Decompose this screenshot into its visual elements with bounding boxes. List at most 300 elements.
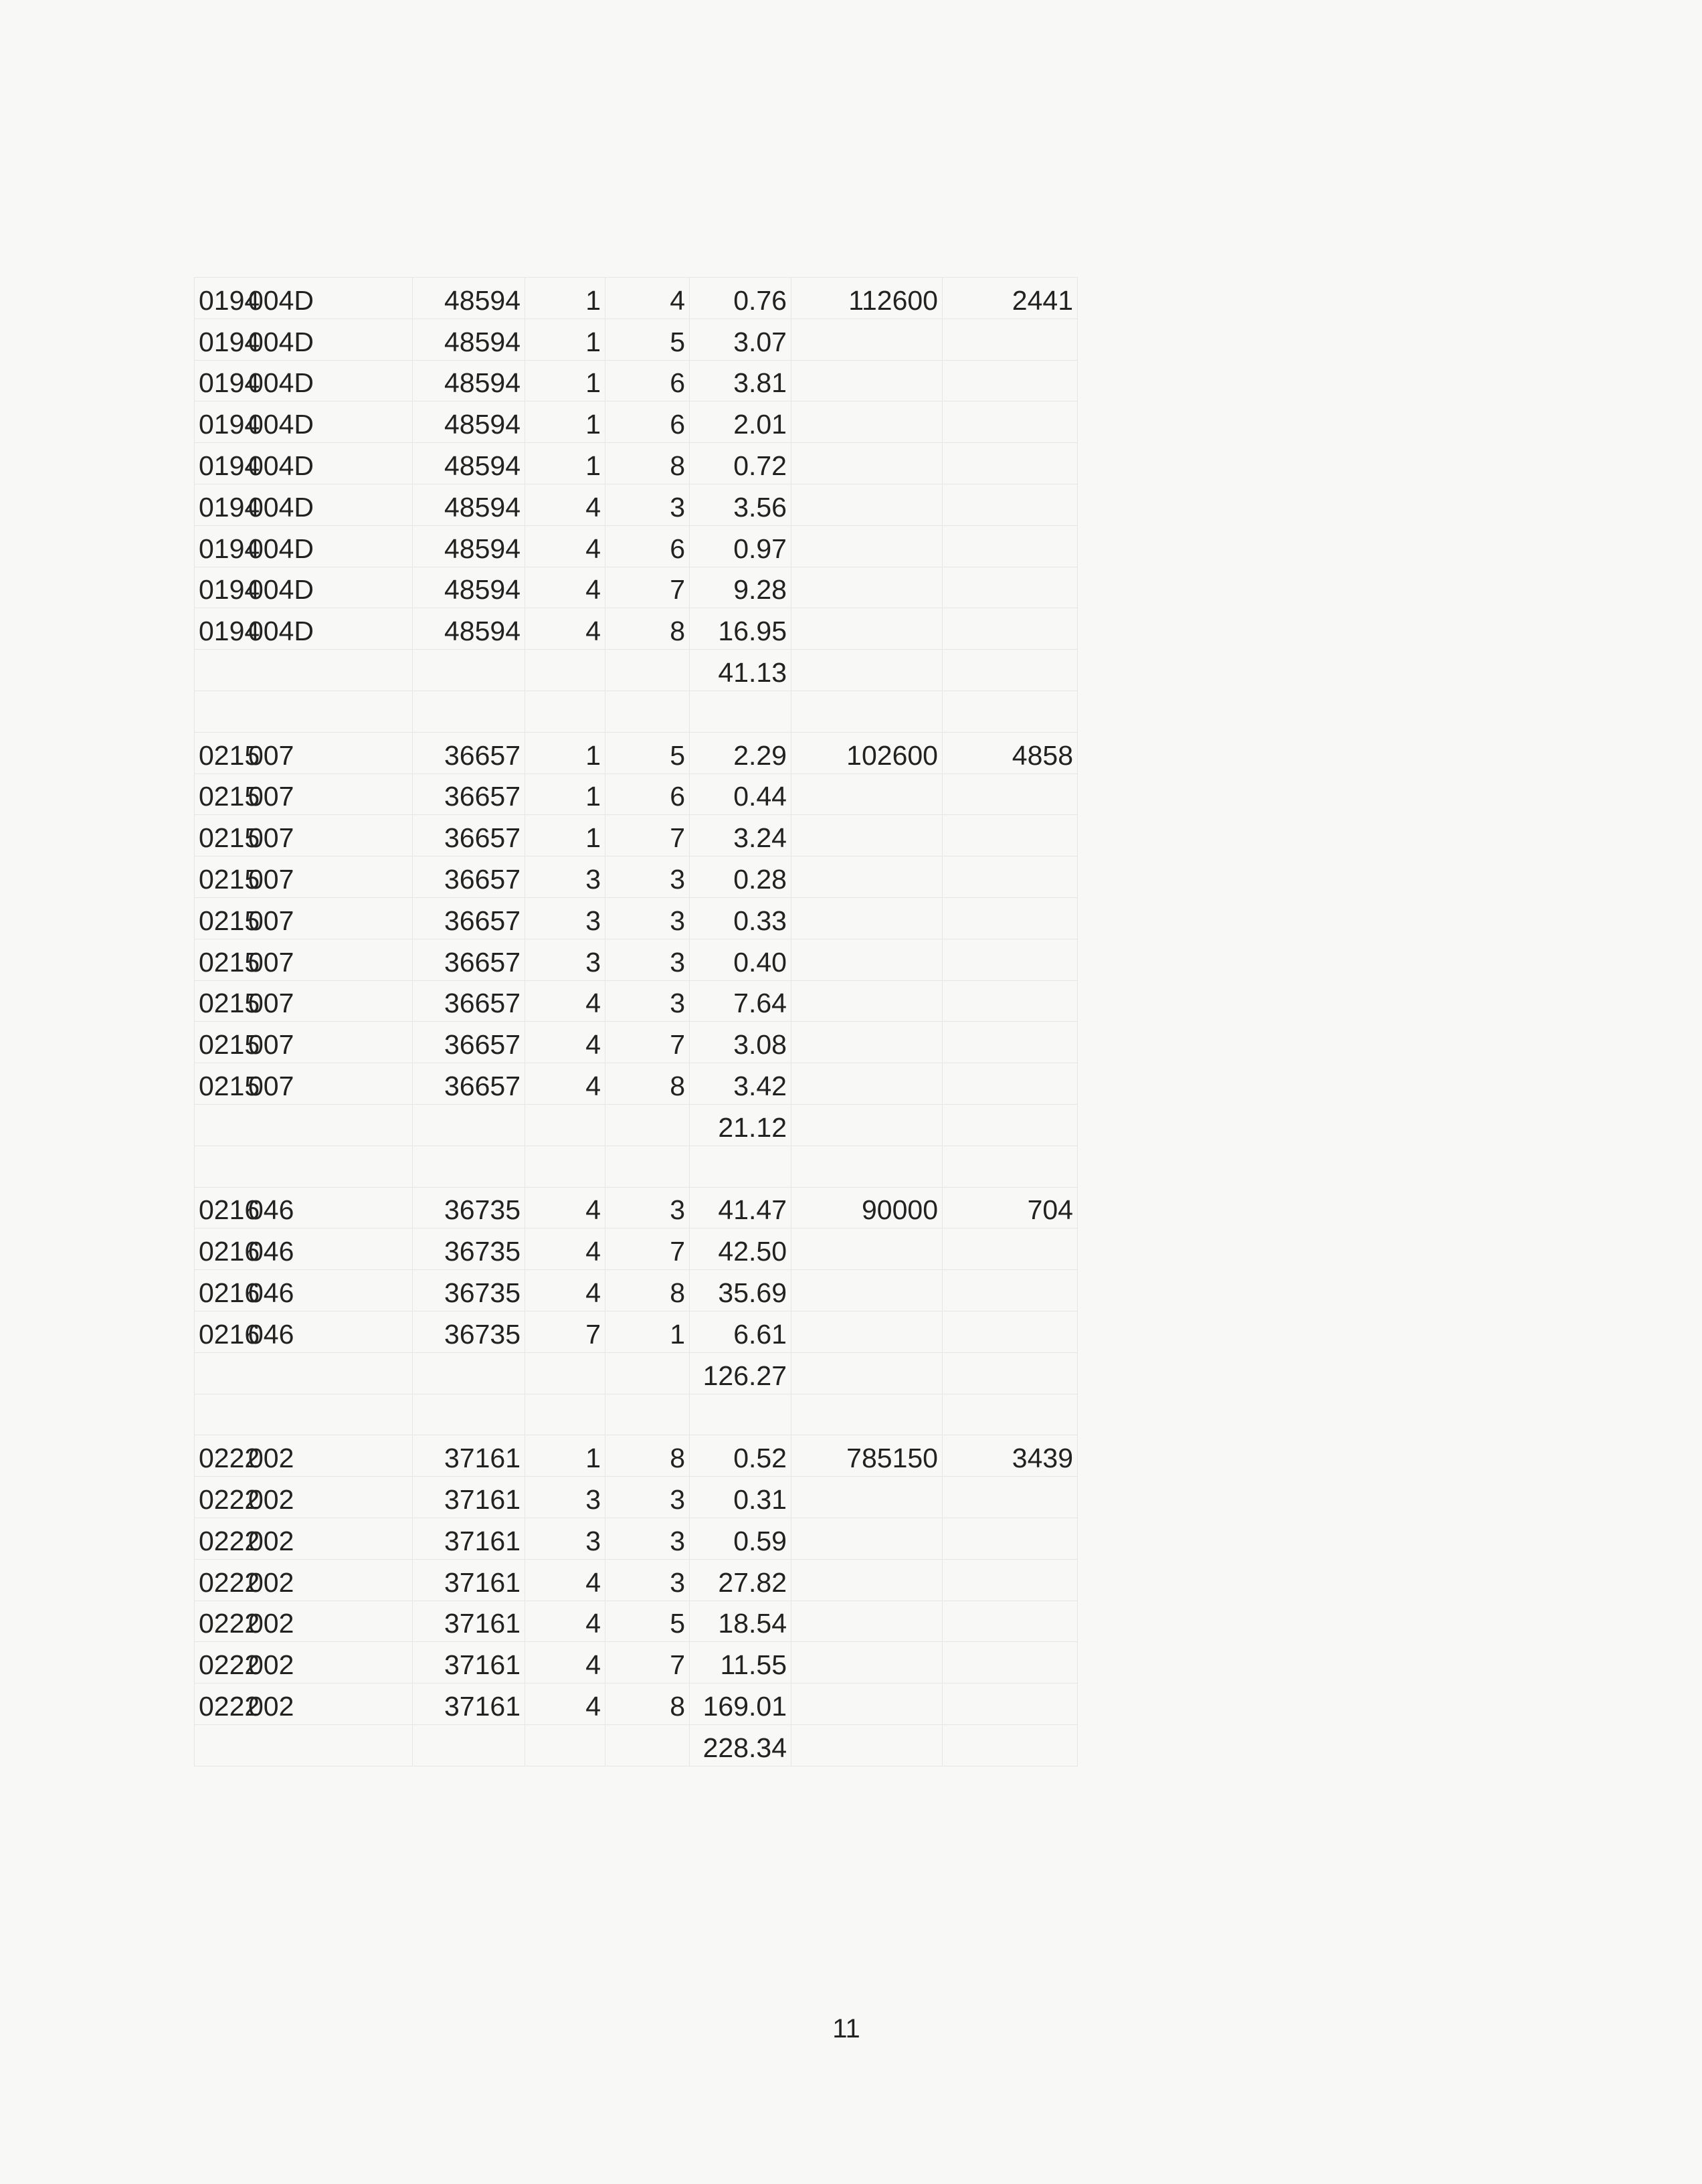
parcel-id-cell <box>195 1022 413 1063</box>
parcel-id-cell <box>195 360 413 401</box>
code-a-cell: 4 <box>525 1601 605 1642</box>
empty-cell <box>195 1104 413 1146</box>
parcel-id-cell <box>195 1518 413 1559</box>
code-b-cell: 6 <box>605 401 690 443</box>
empty-cell <box>943 1724 1078 1766</box>
empty-cell <box>525 1104 605 1146</box>
parcel-suffix: 007 <box>248 988 294 1019</box>
amount-cell: 16.95 <box>690 608 791 650</box>
table-row <box>195 484 1078 525</box>
account-cell: 36735 <box>413 1270 525 1311</box>
parcel-suffix: 007 <box>248 863 294 895</box>
value-cell: 90000 <box>791 1187 943 1228</box>
parcel-id-cell <box>195 318 413 360</box>
code-a-cell: 4 <box>525 608 605 650</box>
value-cell <box>791 1559 943 1601</box>
parcel-id-cell <box>195 1311 413 1352</box>
count-cell <box>943 608 1078 650</box>
code-a-cell: 4 <box>525 1559 605 1601</box>
parcel-suffix: 004D <box>248 409 314 440</box>
table-row <box>195 1435 1078 1477</box>
parcel-number: 0215 <box>199 781 260 812</box>
code-b-cell: 1 <box>605 1311 690 1352</box>
empty-cell <box>525 1146 605 1187</box>
value-cell <box>791 1228 943 1270</box>
empty-cell <box>943 1146 1078 1187</box>
parcel-id-cell <box>195 1435 413 1477</box>
parcel-number: 0216 <box>199 1277 260 1308</box>
empty-cell <box>605 650 690 691</box>
parcel-number: 0222 <box>199 1690 260 1722</box>
count-cell <box>943 1063 1078 1105</box>
amount-cell: 0.31 <box>690 1477 791 1518</box>
parcel-suffix: 007 <box>248 822 294 854</box>
account-cell: 48594 <box>413 401 525 443</box>
value-cell <box>791 484 943 525</box>
parcel-number: 0215 <box>199 863 260 895</box>
count-cell <box>943 1683 1078 1725</box>
subtotal-row <box>195 1104 1078 1146</box>
value-cell <box>791 608 943 650</box>
empty-cell <box>791 1146 943 1187</box>
parcel-suffix: 046 <box>248 1194 294 1226</box>
amount-cell: 3.81 <box>690 360 791 401</box>
subtotal-row <box>195 1352 1078 1394</box>
code-b-cell: 8 <box>605 1270 690 1311</box>
value-cell <box>791 1518 943 1559</box>
parcel-suffix: 004D <box>248 574 314 606</box>
parcel-id-cell <box>195 1063 413 1105</box>
value-cell <box>791 1601 943 1642</box>
amount-cell: 3.56 <box>690 484 791 525</box>
parcel-id-cell <box>195 980 413 1022</box>
table-row <box>195 1518 1078 1559</box>
code-b-cell: 5 <box>605 732 690 774</box>
amount-cell: 18.54 <box>690 1601 791 1642</box>
amount-cell: 0.72 <box>690 443 791 484</box>
parcel-suffix: 002 <box>248 1483 294 1515</box>
code-b-cell: 3 <box>605 897 690 939</box>
table-row <box>195 1601 1078 1642</box>
account-cell: 48594 <box>413 443 525 484</box>
count-cell <box>943 401 1078 443</box>
value-cell <box>791 318 943 360</box>
value-cell <box>791 1477 943 1518</box>
parcel-number: 0222 <box>199 1608 260 1639</box>
parcel-number: 0194 <box>199 450 260 481</box>
empty-cell <box>605 1724 690 1766</box>
subtotal-cell: 228.34 <box>690 1724 791 1766</box>
empty-cell <box>525 1352 605 1394</box>
value-cell <box>791 815 943 856</box>
code-a-cell: 4 <box>525 980 605 1022</box>
empty-cell <box>690 691 791 732</box>
code-b-cell: 6 <box>605 525 690 567</box>
count-cell <box>943 1477 1078 1518</box>
count-cell <box>943 1311 1078 1352</box>
account-cell: 37161 <box>413 1518 525 1559</box>
code-a-cell: 3 <box>525 856 605 898</box>
code-b-cell: 7 <box>605 567 690 608</box>
subtotal-cell: 41.13 <box>690 650 791 691</box>
count-cell <box>943 815 1078 856</box>
empty-cell <box>791 1724 943 1766</box>
code-a-cell: 4 <box>525 525 605 567</box>
subtotal-cell: 126.27 <box>690 1352 791 1394</box>
parcel-number: 0215 <box>199 905 260 936</box>
amount-cell: 6.61 <box>690 1311 791 1352</box>
empty-cell <box>525 1724 605 1766</box>
code-b-cell: 7 <box>605 1022 690 1063</box>
account-cell: 48594 <box>413 484 525 525</box>
code-b-cell: 6 <box>605 360 690 401</box>
amount-cell: 11.55 <box>690 1642 791 1683</box>
parcel-suffix: 002 <box>248 1443 294 1474</box>
amount-cell: 35.69 <box>690 1270 791 1311</box>
count-cell <box>943 360 1078 401</box>
code-b-cell: 4 <box>605 278 690 319</box>
parcel-number: 0216 <box>199 1318 260 1350</box>
code-a-cell: 7 <box>525 1311 605 1352</box>
parcel-number: 0194 <box>199 491 260 523</box>
account-cell: 37161 <box>413 1559 525 1601</box>
subtotal-row <box>195 650 1078 691</box>
parcel-suffix: 046 <box>248 1277 294 1308</box>
count-cell <box>943 1518 1078 1559</box>
parcel-number: 0216 <box>199 1236 260 1267</box>
parcel-suffix: 007 <box>248 1070 294 1101</box>
empty-cell <box>195 1146 413 1187</box>
amount-cell: 2.01 <box>690 401 791 443</box>
code-a-cell: 3 <box>525 897 605 939</box>
code-a-cell: 3 <box>525 939 605 980</box>
empty-cell <box>605 1104 690 1146</box>
amount-cell: 9.28 <box>690 567 791 608</box>
amount-cell: 3.08 <box>690 1022 791 1063</box>
parcel-id-cell <box>195 608 413 650</box>
code-a-cell: 4 <box>525 1270 605 1311</box>
empty-cell <box>943 1352 1078 1394</box>
amount-cell: 0.97 <box>690 525 791 567</box>
code-b-cell: 3 <box>605 1518 690 1559</box>
account-cell: 37161 <box>413 1477 525 1518</box>
parcel-id-cell <box>195 278 413 319</box>
empty-cell <box>413 650 525 691</box>
count-cell: 2441 <box>943 278 1078 319</box>
parcel-id-cell <box>195 484 413 525</box>
code-b-cell: 8 <box>605 1063 690 1105</box>
code-b-cell: 3 <box>605 484 690 525</box>
table-row <box>195 1642 1078 1683</box>
table-row <box>195 1187 1078 1228</box>
amount-cell: 0.52 <box>690 1435 791 1477</box>
subtotal-cell: 21.12 <box>690 1104 791 1146</box>
empty-cell <box>195 1724 413 1766</box>
parcel-id-cell <box>195 1228 413 1270</box>
account-cell: 48594 <box>413 360 525 401</box>
code-b-cell: 3 <box>605 1477 690 1518</box>
code-a-cell: 1 <box>525 732 605 774</box>
parcel-suffix: 046 <box>248 1318 294 1350</box>
spacer-row <box>195 691 1078 732</box>
parcel-number: 0194 <box>199 574 260 606</box>
empty-cell <box>791 691 943 732</box>
empty-cell <box>195 1352 413 1394</box>
code-b-cell: 8 <box>605 1435 690 1477</box>
parcel-suffix: 004D <box>248 326 314 357</box>
table-row <box>195 1311 1078 1352</box>
count-cell <box>943 1601 1078 1642</box>
parcel-number: 0194 <box>199 533 260 564</box>
code-b-cell: 3 <box>605 1187 690 1228</box>
count-cell <box>943 980 1078 1022</box>
amount-cell: 42.50 <box>690 1228 791 1270</box>
code-a-cell: 4 <box>525 1683 605 1725</box>
account-cell: 36657 <box>413 856 525 898</box>
parcel-id-cell <box>195 1187 413 1228</box>
code-b-cell: 3 <box>605 1559 690 1601</box>
empty-cell <box>525 1394 605 1435</box>
account-cell: 48594 <box>413 278 525 319</box>
code-b-cell: 6 <box>605 774 690 815</box>
empty-cell <box>943 1104 1078 1146</box>
code-a-cell: 4 <box>525 1063 605 1105</box>
empty-cell <box>943 650 1078 691</box>
amount-cell: 0.28 <box>690 856 791 898</box>
count-cell <box>943 856 1078 898</box>
table-row <box>195 774 1078 815</box>
parcel-id-cell <box>195 401 413 443</box>
spacer-row <box>195 1146 1078 1187</box>
amount-cell: 0.59 <box>690 1518 791 1559</box>
table-row <box>195 360 1078 401</box>
parcel-number: 0194 <box>199 284 260 316</box>
code-b-cell: 7 <box>605 1228 690 1270</box>
value-cell <box>791 567 943 608</box>
table-row <box>195 401 1078 443</box>
parcel-id-cell <box>195 774 413 815</box>
code-b-cell: 3 <box>605 980 690 1022</box>
code-a-cell: 3 <box>525 1518 605 1559</box>
table-row <box>195 1559 1078 1601</box>
amount-cell: 0.33 <box>690 897 791 939</box>
account-cell: 36657 <box>413 774 525 815</box>
code-a-cell: 1 <box>525 443 605 484</box>
table-row <box>195 1683 1078 1725</box>
code-a-cell: 1 <box>525 278 605 319</box>
empty-cell <box>413 1104 525 1146</box>
parcel-suffix: 007 <box>248 739 294 771</box>
count-cell: 3439 <box>943 1435 1078 1477</box>
parcel-number: 0216 <box>199 1194 260 1226</box>
table-row <box>195 567 1078 608</box>
table-row <box>195 856 1078 898</box>
code-b-cell: 7 <box>605 1642 690 1683</box>
count-cell: 4858 <box>943 732 1078 774</box>
empty-cell <box>791 1352 943 1394</box>
value-cell <box>791 360 943 401</box>
table-row <box>195 608 1078 650</box>
count-cell <box>943 484 1078 525</box>
count-cell <box>943 318 1078 360</box>
subtotal-row <box>195 1724 1078 1766</box>
account-cell: 37161 <box>413 1642 525 1683</box>
code-b-cell: 3 <box>605 939 690 980</box>
value-cell <box>791 401 943 443</box>
table-row <box>195 1228 1078 1270</box>
parcel-suffix: 004D <box>248 450 314 481</box>
count-cell <box>943 939 1078 980</box>
account-cell: 48594 <box>413 318 525 360</box>
code-b-cell: 7 <box>605 815 690 856</box>
count-cell <box>943 1559 1078 1601</box>
empty-cell <box>791 1394 943 1435</box>
count-cell <box>943 897 1078 939</box>
parcel-number: 0215 <box>199 1070 260 1101</box>
parcel-id-cell <box>195 567 413 608</box>
account-cell: 36657 <box>413 897 525 939</box>
code-a-cell: 4 <box>525 1187 605 1228</box>
table-row <box>195 980 1078 1022</box>
code-b-cell: 3 <box>605 856 690 898</box>
parcel-id-cell <box>195 815 413 856</box>
parcel-number: 0222 <box>199 1649 260 1681</box>
parcel-suffix: 002 <box>248 1690 294 1722</box>
count-cell <box>943 1022 1078 1063</box>
count-cell <box>943 1642 1078 1683</box>
value-cell <box>791 774 943 815</box>
parcel-number: 0222 <box>199 1525 260 1556</box>
table-row <box>195 443 1078 484</box>
value-cell <box>791 856 943 898</box>
table-row <box>195 1063 1078 1105</box>
account-cell: 37161 <box>413 1601 525 1642</box>
parcel-number: 0215 <box>199 1029 260 1061</box>
parcel-number: 0194 <box>199 409 260 440</box>
empty-cell <box>605 1146 690 1187</box>
empty-cell <box>525 650 605 691</box>
amount-cell: 27.82 <box>690 1559 791 1601</box>
code-a-cell: 1 <box>525 360 605 401</box>
amount-cell: 0.76 <box>690 278 791 319</box>
code-a-cell: 4 <box>525 1642 605 1683</box>
empty-cell <box>791 650 943 691</box>
count-cell <box>943 567 1078 608</box>
count-cell <box>943 443 1078 484</box>
count-cell <box>943 1270 1078 1311</box>
parcel-number: 0222 <box>199 1483 260 1515</box>
table-row <box>195 1477 1078 1518</box>
parcel-suffix: 002 <box>248 1525 294 1556</box>
parcel-suffix: 007 <box>248 946 294 978</box>
parcel-id-cell <box>195 1477 413 1518</box>
account-cell: 48594 <box>413 608 525 650</box>
account-cell: 36657 <box>413 732 525 774</box>
parcel-suffix: 004D <box>248 284 314 316</box>
account-cell: 36657 <box>413 980 525 1022</box>
code-a-cell: 1 <box>525 1435 605 1477</box>
code-a-cell: 4 <box>525 1228 605 1270</box>
parcel-number: 0194 <box>199 616 260 647</box>
empty-cell <box>690 1394 791 1435</box>
table-row <box>195 1270 1078 1311</box>
empty-cell <box>791 1104 943 1146</box>
amount-cell: 41.47 <box>690 1187 791 1228</box>
account-cell: 36735 <box>413 1311 525 1352</box>
empty-cell <box>605 1394 690 1435</box>
empty-cell <box>525 691 605 732</box>
count-cell <box>943 1228 1078 1270</box>
empty-cell <box>943 1394 1078 1435</box>
parcel-suffix: 002 <box>248 1608 294 1639</box>
account-cell: 37161 <box>413 1435 525 1477</box>
empty-cell <box>413 1394 525 1435</box>
code-b-cell: 8 <box>605 608 690 650</box>
parcel-suffix: 002 <box>248 1649 294 1681</box>
amount-cell: 2.29 <box>690 732 791 774</box>
parcel-id-cell <box>195 1601 413 1642</box>
parcel-suffix: 007 <box>248 1029 294 1061</box>
parcel-number: 0215 <box>199 988 260 1019</box>
value-cell <box>791 443 943 484</box>
table-row <box>195 525 1078 567</box>
account-cell: 36657 <box>413 1022 525 1063</box>
amount-cell: 0.44 <box>690 774 791 815</box>
parcel-id-cell <box>195 525 413 567</box>
parcel-suffix: 004D <box>248 491 314 523</box>
parcel-id-cell <box>195 1683 413 1725</box>
parcel-number: 0222 <box>199 1566 260 1598</box>
table-row <box>195 939 1078 980</box>
account-cell: 36735 <box>413 1228 525 1270</box>
account-cell: 36657 <box>413 815 525 856</box>
page-number: 11 <box>832 2014 860 2043</box>
value-cell <box>791 1642 943 1683</box>
account-cell: 36657 <box>413 939 525 980</box>
value-cell <box>791 1270 943 1311</box>
value-cell <box>791 525 943 567</box>
parcel-number: 0222 <box>199 1443 260 1474</box>
empty-cell <box>195 1394 413 1435</box>
value-cell <box>791 980 943 1022</box>
value-cell <box>791 897 943 939</box>
amount-cell: 3.07 <box>690 318 791 360</box>
parcel-number: 0215 <box>199 946 260 978</box>
parcel-number: 0215 <box>199 822 260 854</box>
code-b-cell: 8 <box>605 443 690 484</box>
empty-cell <box>413 1352 525 1394</box>
code-a-cell: 4 <box>525 1022 605 1063</box>
empty-cell <box>605 1352 690 1394</box>
parcel-id-cell <box>195 897 413 939</box>
parcel-id-cell <box>195 443 413 484</box>
code-a-cell: 1 <box>525 401 605 443</box>
empty-cell <box>690 1146 791 1187</box>
parcel-number: 0194 <box>199 367 260 399</box>
account-cell: 37161 <box>413 1683 525 1725</box>
code-a-cell: 4 <box>525 567 605 608</box>
table-row <box>195 732 1078 774</box>
spacer-row <box>195 1394 1078 1435</box>
parcel-number: 0215 <box>199 739 260 771</box>
value-cell <box>791 1311 943 1352</box>
code-b-cell: 8 <box>605 1683 690 1725</box>
value-cell <box>791 1683 943 1725</box>
table-row <box>195 897 1078 939</box>
account-cell: 48594 <box>413 525 525 567</box>
parcel-suffix: 007 <box>248 781 294 812</box>
value-cell <box>791 1063 943 1105</box>
